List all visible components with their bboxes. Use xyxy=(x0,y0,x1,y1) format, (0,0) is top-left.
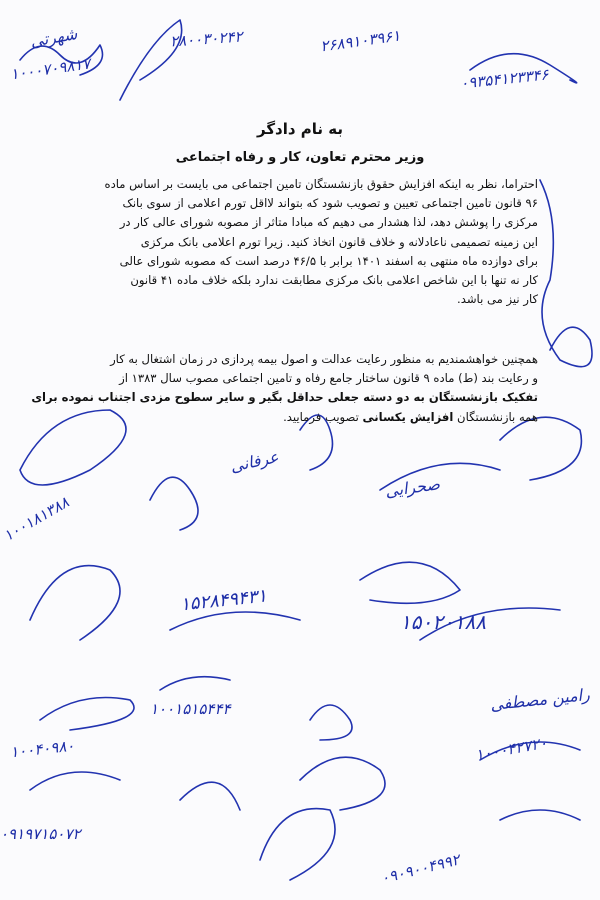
handwritten-number: ۱۵۲۸۴۹۴۳۱ xyxy=(179,585,268,616)
handwritten-signature-name: صحرایی xyxy=(383,474,442,501)
handwritten-number: ۰۹۳۵۴۱۲۳۳۴۶ xyxy=(459,65,550,93)
handwritten-number: ۱۰۰۱۸۱۳۸۸ xyxy=(0,493,73,545)
text-line: احتراما، نظر به اینکه افزایش حقوق بازنشستگان تامین اجتماعی می بایست بر اساس ماده xyxy=(104,177,538,191)
text-line xyxy=(68,408,538,427)
text-fragment-bold: افزایش یکسانی xyxy=(362,409,454,424)
text-line: این زمینه تصمیمی ناعادلانه و خلاف قانون اتخاذ کنید. زیرا تورم اعلامی بانک مرکزی xyxy=(140,234,538,249)
text-line: ۹۶ قانون تامین اجتماعی تعیین و تصویب شود که بتواند لااقل تورم اعلامی از سوی بانک xyxy=(122,196,538,211)
handwritten-number: ۲۸۰۰۳۰۲۴۲ xyxy=(169,27,244,51)
signature xyxy=(500,810,580,820)
handwritten-number: ۱۰۰۰۴۲۷۲۰ xyxy=(473,733,549,765)
text-line: کار نیز می باشد. xyxy=(457,292,538,307)
signature xyxy=(30,772,120,790)
handwritten-signature-name: شهرتی xyxy=(28,24,79,51)
text-line-bold: تفکیک بازنشستگان به دو دسته جعلی حداقل بگیر و سایر سطوح مزدی اجتناب نموده برای xyxy=(31,390,538,405)
signature xyxy=(160,677,230,690)
document-title: به نام دادگر xyxy=(256,120,344,138)
signature xyxy=(310,705,352,740)
text-line: و رعایت بند (ط) ماده ۹ قانون ساختار جامع رفاه و تامین اجتماعی مصوب سال ۱۳۸۳ از xyxy=(119,371,538,386)
text-fragment: همه بازنشستگان xyxy=(453,409,538,424)
text-line: همچنین خواهشمندیم به منظور رعایت عدالت و اصول بیمه پردازی در زمان اشتغال به کار xyxy=(110,352,538,366)
handwritten-number: ۱۵۰۲۰۱۸۸ xyxy=(400,610,486,634)
recipient-heading: وزیر محترم تعاون، کار و رفاه اجتماعی xyxy=(175,150,425,165)
handwritten-number: ۱۰۰۴۰۹۸۰ xyxy=(9,736,76,762)
signature xyxy=(300,757,385,810)
text-fragment: تصویب فرمایید. xyxy=(283,409,363,424)
signature xyxy=(150,477,198,530)
handwritten-number: ۰۹۰۹۰۰۴۹۹۲ xyxy=(379,850,462,888)
paragraph-2 xyxy=(31,350,538,427)
handwritten-number: ۱۰۰۰۷۰۹۸۱۷ xyxy=(9,54,92,84)
text-line: برای دوازده ماه منتهی به اسفند ۱۴۰۱ برابر با ۴۶/۵ درصد است که مصوبه شورای عالی xyxy=(119,253,538,268)
handwritten-signature-name: عرفانی xyxy=(228,447,281,476)
handwritten-number: ۰۹۱۹۷۱۵۰۷۲ xyxy=(0,825,81,843)
signature xyxy=(260,809,335,880)
handwritten-signature-name: رامین مصطفی xyxy=(489,684,591,715)
text-line: کار نه تنها با این شاخص اعلامی بانک مرکزی مطابقت ندارد بلکه خلاف ماده ۴۱ قانون xyxy=(130,273,538,288)
text-line: مرکزی را پوشش دهد، لذا هشدار می دهیم که مبادا متاثر از مصوبه شورای عالی کار در xyxy=(119,215,538,230)
handwritten-number: ۱۰۰۱۵۱۵۴۴۴ xyxy=(150,700,231,718)
paragraph-1 xyxy=(68,175,538,309)
signature xyxy=(30,566,120,640)
signature xyxy=(360,562,460,603)
signature xyxy=(540,180,592,367)
signature xyxy=(180,782,240,810)
handwritten-number: ۲۶۸۹۱۰۳۹۶۱ xyxy=(319,26,402,56)
signature xyxy=(40,698,134,731)
signature xyxy=(170,612,300,630)
